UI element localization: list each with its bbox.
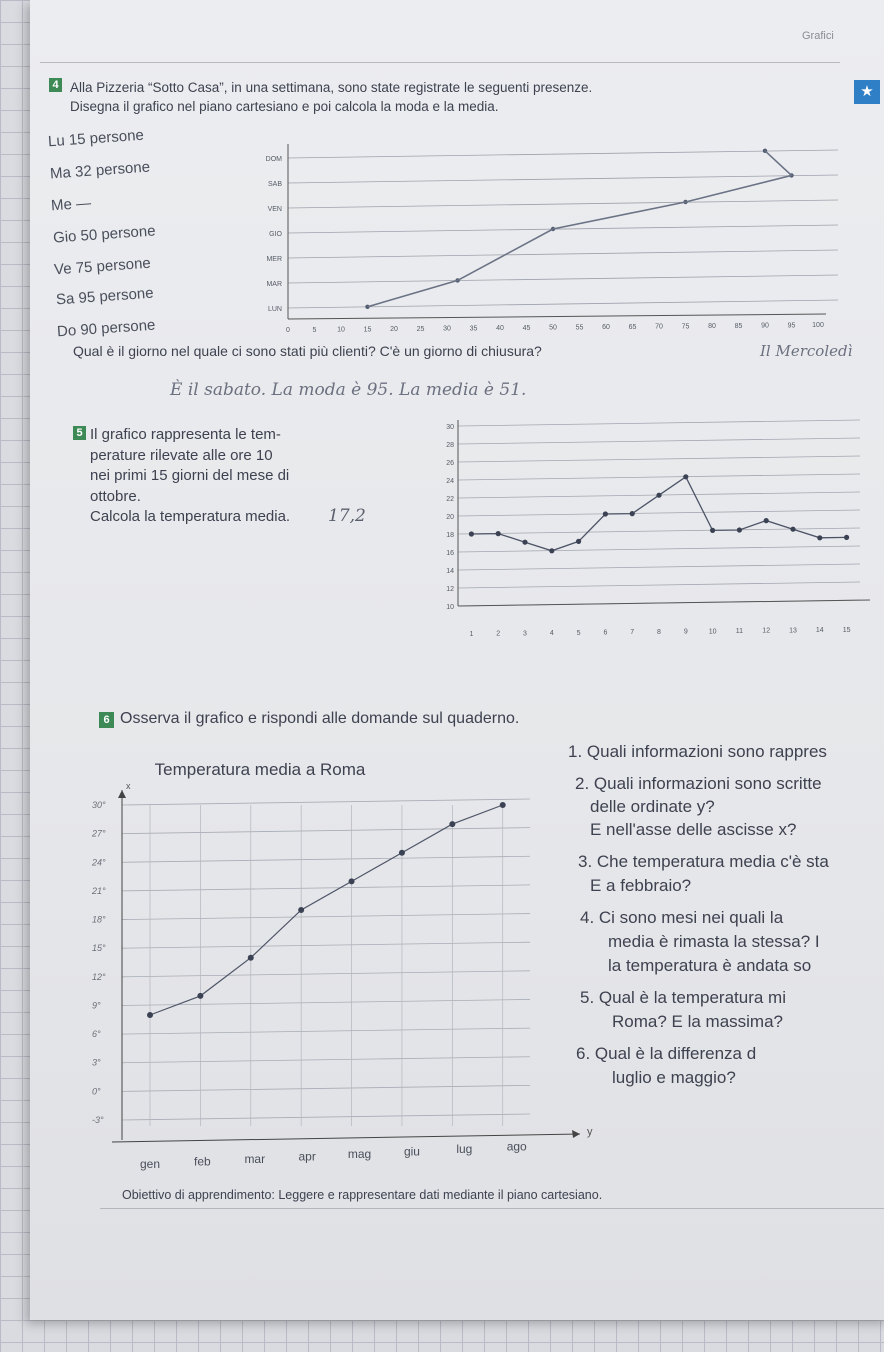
- data-point: [764, 518, 769, 523]
- y-tick-label: 6°: [92, 1029, 101, 1040]
- exercise-6-question-6: 4. Ci sono mesi nei quali la: [580, 908, 784, 927]
- x-tick-label: 35: [469, 325, 478, 333]
- gridline: [458, 564, 860, 570]
- x-tick-label: 15: [363, 326, 372, 334]
- exercise-4-question: Qual è il giorno nel quale ci sono stati più clienti? C'è un giorno di chiusura?: [73, 343, 542, 359]
- x-tick-label: 70: [655, 323, 663, 331]
- exercise-5-task: Calcola la temperatura media.: [90, 508, 291, 525]
- x-axis: [458, 600, 870, 606]
- y-tick-label: 16: [446, 550, 454, 557]
- day-count: 90 persone: [79, 316, 156, 339]
- series-line: [471, 477, 846, 551]
- data-point: [399, 850, 405, 856]
- day-count: 95 persone: [77, 284, 154, 307]
- y-tick-label: 12°: [92, 971, 106, 982]
- x-tick-label: 0: [286, 327, 290, 334]
- row-gridline: [288, 175, 838, 183]
- y-tick-label: 21°: [92, 885, 106, 896]
- day-count: 15 persone: [68, 126, 145, 149]
- exercise-5-chart: [400, 410, 884, 646]
- x-tick-label: 15: [842, 626, 851, 634]
- y-category-label: MER: [266, 256, 282, 263]
- exercise-4-line1: Alla Pizzeria “Sotto Casa”, in una settimana, sono state registrate le seguenti presenze.: [70, 80, 593, 95]
- day-name: Ma: [49, 164, 72, 183]
- section-header: Grafici: [802, 30, 834, 42]
- x-tick-label: 45: [522, 324, 531, 332]
- y-tick-label: 3°: [92, 1057, 101, 1068]
- y-tick-label: 20: [446, 514, 454, 521]
- gridline: [122, 1057, 530, 1063]
- y-tick-label: 24°: [92, 857, 106, 868]
- y-tick-label: 15°: [92, 943, 106, 954]
- data-point: [147, 1012, 153, 1018]
- gridline: [122, 914, 530, 920]
- y-category-label: VEN: [267, 206, 282, 213]
- day-name: Lu: [47, 132, 66, 151]
- x-category-label: giu: [403, 1144, 420, 1159]
- y-tick-label: 9°: [92, 1000, 101, 1011]
- y-tick-label: 28: [446, 442, 454, 449]
- y-category-label: MAR: [266, 281, 282, 288]
- data-point: [500, 802, 506, 808]
- exercise-6-question-1: 2. Quali informazioni sono scritte: [575, 774, 822, 793]
- x-axis: [288, 314, 826, 319]
- gridline: [122, 856, 530, 862]
- data-point: [656, 493, 661, 498]
- data-point: [683, 474, 688, 479]
- x-tick-label: 50: [549, 324, 557, 332]
- row-gridline: [288, 250, 838, 258]
- data-point: [737, 527, 742, 532]
- y-tick-label: 14: [446, 568, 454, 575]
- y-tick-label: 18°: [92, 914, 106, 925]
- exercise-5-line-1: perature rilevate alle ore 10: [90, 446, 273, 464]
- x-tick-label: 3: [523, 630, 527, 638]
- y-tick-label: 10: [446, 604, 454, 611]
- day-name: Ve: [53, 260, 73, 279]
- x-tick-label: 40: [496, 325, 504, 332]
- x-axis-arrow: [572, 1130, 580, 1138]
- y-tick-label: 18: [446, 532, 454, 539]
- x-tick-label: 14: [815, 627, 824, 635]
- x-tick-label: 85: [734, 322, 743, 330]
- x-axis-end-label: y: [587, 1126, 593, 1138]
- x-tick-label: 9: [683, 628, 688, 636]
- x-tick-label: 11: [735, 628, 744, 635]
- y-tick-label: 22: [446, 496, 454, 503]
- data-point: [603, 511, 608, 516]
- footer-rule: [100, 1208, 884, 1209]
- data-point: [496, 531, 501, 536]
- data-point: [298, 907, 304, 913]
- x-tick-label: 7: [630, 629, 635, 637]
- exercise-6-question-2: delle ordinate y?: [590, 797, 715, 816]
- exercise-6-question-8: la temperatura è andata so: [608, 956, 812, 975]
- exercise-6-question-0: 1. Quali informazioni sono rappres: [568, 742, 827, 761]
- y-axis-label: x: [126, 781, 131, 791]
- x-tick-label: 2: [496, 630, 501, 638]
- y-tick-label: 27°: [92, 828, 106, 839]
- y-tick-label: 30: [446, 424, 454, 431]
- y-category-label: SAB: [267, 181, 282, 188]
- row-gridline: [288, 200, 838, 208]
- data-point: [710, 528, 715, 533]
- star-icon: ★: [854, 80, 880, 104]
- x-tick-label: 12: [762, 627, 771, 635]
- gridline: [458, 456, 860, 462]
- exercise-6-question-9: 5. Qual è la temperatura mi: [580, 988, 786, 1007]
- data-point: [449, 821, 455, 827]
- data-point: [549, 548, 554, 553]
- exercise-6-instruction: Osserva il grafico e rispondi alle domande sul quaderno.: [120, 710, 520, 727]
- x-tick-label: 5: [576, 629, 581, 637]
- day-count: 50 persone: [79, 222, 156, 245]
- y-tick-label: 12: [446, 586, 454, 593]
- day-entry-2: [50, 195, 91, 215]
- y-category-label: LUN: [267, 306, 282, 313]
- gridline: [122, 799, 530, 805]
- x-category-label: mar: [244, 1152, 266, 1166]
- exercise-6-question-12: luglio e maggio?: [612, 1068, 736, 1087]
- x-tick-label: 1: [469, 631, 474, 638]
- exercise-5-line-0: Il grafico rappresenta le tem-: [90, 426, 281, 443]
- x-tick-label: 90: [761, 322, 769, 330]
- day-name: Gio: [52, 227, 77, 247]
- day-count: 32 persone: [73, 158, 151, 181]
- y-tick-label: 26: [446, 460, 454, 467]
- x-tick-label: 10: [337, 326, 345, 334]
- gridline: [122, 1028, 530, 1034]
- header-rule: [40, 62, 840, 63]
- gridline: [122, 1114, 530, 1120]
- x-category-label: ago: [506, 1139, 527, 1154]
- x-category-label: gen: [139, 1157, 161, 1171]
- x-tick-label: 75: [681, 323, 690, 331]
- gridline: [122, 885, 530, 891]
- x-category-label: feb: [194, 1154, 211, 1169]
- x-tick-label: 80: [708, 323, 716, 330]
- exercise-4-handwritten-closing-day: Il Mercoledì: [760, 342, 853, 360]
- data-point: [349, 878, 355, 884]
- exercise-4-line2: Disegna il grafico nel piano cartesiano e poi calcola la moda e la media.: [70, 99, 499, 114]
- exercise-4-badge: 4: [49, 78, 62, 92]
- exercise-6-question-11: 6. Qual è la differenza d: [576, 1044, 757, 1063]
- x-tick-label: 25: [416, 325, 425, 333]
- day-name: Me: [50, 195, 73, 215]
- x-tick-label: 13: [789, 627, 797, 635]
- exercise-5-line-2: nei primi 15 giorni del mese di: [90, 467, 290, 484]
- gridline: [122, 971, 530, 977]
- day-name: Sa: [55, 290, 75, 309]
- gridline: [458, 474, 860, 480]
- exercise-6-question-3: E nell'asse delle ascisse x?: [590, 820, 797, 839]
- x-tick-label: 4: [549, 630, 554, 638]
- gridline: [458, 546, 860, 552]
- exercise-6-badge: 6: [99, 712, 114, 728]
- row-gridline: [288, 150, 838, 158]
- row-gridline: [288, 300, 838, 308]
- x-tick-label: 60: [602, 324, 610, 331]
- exercise-6-question-5: E a febbraio?: [590, 876, 692, 895]
- row-gridline: [288, 275, 838, 283]
- x-tick-label: 6: [603, 629, 608, 637]
- gridline: [458, 438, 860, 444]
- learning-objective: Obiettivo di apprendimento: Leggere e rappresentare dati mediante il piano cartesiano.: [122, 1188, 603, 1202]
- y-tick-label: 24: [446, 478, 454, 485]
- data-point: [248, 955, 254, 961]
- exercise-5-handwritten-answer: 17,2: [328, 506, 366, 526]
- y-tick-label: 0°: [92, 1086, 101, 1097]
- exercise-4-handwritten-answer: È il sabato. La moda è 95. La media è 51.: [170, 380, 527, 400]
- exercise-6-chart: [60, 750, 605, 1200]
- data-point: [817, 535, 822, 540]
- data-point: [197, 993, 203, 999]
- exercise-5-badge: 5: [73, 426, 86, 440]
- exercise-6-question-10: Roma? E la massima?: [612, 1012, 784, 1031]
- data-point: [790, 527, 795, 532]
- y-tick-label: 30°: [92, 800, 106, 810]
- exercise-6-question-4: 3. Che temperatura media c'è sta: [578, 852, 829, 871]
- gridline: [458, 582, 860, 588]
- x-tick-label: 8: [657, 628, 661, 636]
- x-tick-label: 100: [812, 322, 824, 329]
- chart-title: Temperatura media a Roma: [154, 760, 366, 779]
- data-point: [469, 531, 474, 536]
- gridline: [122, 1085, 530, 1091]
- day-count: —: [75, 194, 92, 213]
- x-tick-label: 20: [390, 326, 398, 333]
- gridline: [122, 828, 530, 834]
- data-point: [844, 535, 849, 540]
- data-point: [576, 539, 581, 544]
- exercise-5-line-3: ottobre.: [90, 487, 141, 505]
- x-category-label: mag: [347, 1147, 372, 1161]
- x-category-label: lug: [456, 1142, 473, 1156]
- x-category-label: apr: [298, 1149, 316, 1164]
- y-tick-label: -3°: [92, 1115, 104, 1125]
- y-category-label: DOM: [265, 156, 282, 163]
- exercise-4-chart: [240, 132, 840, 340]
- x-tick-label: 95: [787, 322, 796, 330]
- y-axis-arrow: [118, 790, 126, 798]
- x-tick-label: 30: [443, 325, 451, 333]
- gridline: [458, 510, 860, 516]
- data-point: [630, 511, 635, 516]
- x-tick-label: 5: [312, 326, 317, 334]
- x-tick-label: 65: [628, 323, 637, 331]
- day-count: 75 persone: [75, 254, 152, 277]
- gridline: [122, 942, 530, 948]
- exercise-6-question-7: media è rimasta la stessa? I: [608, 932, 820, 951]
- gridline: [458, 420, 860, 426]
- data-point: [522, 540, 527, 545]
- x-tick-label: 55: [575, 324, 584, 332]
- day-name: Do: [56, 322, 77, 341]
- series-line: [150, 805, 503, 1015]
- x-tick-label: 10: [708, 628, 717, 636]
- y-category-label: GIO: [269, 231, 282, 238]
